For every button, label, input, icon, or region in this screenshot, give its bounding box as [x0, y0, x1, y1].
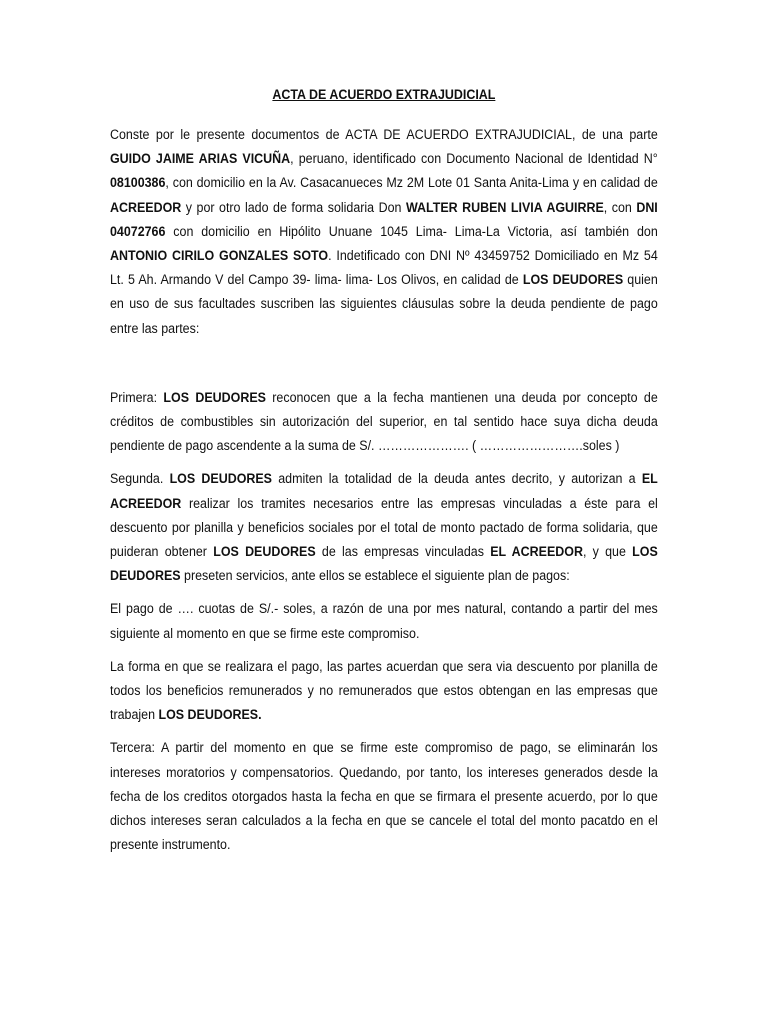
intro-paragraph — [110, 123, 658, 341]
intro-text: , con domicilio en la Av. Casacanueces Mz 2M Lote 01 Santa Anita-Lima y en calidad de — [165, 175, 658, 191]
debtors-label: LOS DEUDORES — [110, 544, 658, 584]
debtors-label: LOS DEUDORES — [169, 471, 272, 487]
creditor-name: GUIDO JAIME ARIAS VICUÑA — [110, 151, 291, 167]
creditor-role: ACREEDOR — [110, 199, 182, 215]
clause-tercera — [110, 736, 658, 857]
clause-text: , y que — [582, 544, 633, 560]
intro-text: quien en uso de sus facultades suscriben las siguientes cláusulas sobre la deuda pendiente de pago entre las partes: — [110, 272, 658, 336]
clause-text: Segunda. — [110, 471, 170, 487]
clause-segunda — [110, 467, 658, 588]
debtors-label: LOS DEUDORES — [213, 544, 316, 560]
clause-text: realizar los tramites necesarios entre las empresas vinculadas a éste para el descuento por planilla y beneficios sociales por el total de monto pactado de forma solidaria, que puideran obtener — [110, 495, 658, 560]
document-title: ACTA DE ACUERDO EXTRAJUDICIAL — [272, 87, 496, 102]
clause-text: La forma en que se realizara el pago, las partes acuerdan que sera via descuento por planilla de todos los beneficios remunerados y no remunerados que estos obtengan en las empresas que trabajen — [110, 658, 658, 723]
spacer — [110, 588, 658, 597]
clause-primera — [110, 386, 658, 459]
clause-text: admiten la totalidad de la deuda antes decrito, y autorizan a — [271, 471, 642, 487]
debtors-label: LOS DEUDORES. — [158, 707, 262, 723]
intro-text: . Indetificado con DNI Nº 43459752 Domiciliado en Mz 54 Lt. 5 Ah. Armando V del Campo 39- lima- lima- Los Olivos, en calidad de — [110, 248, 658, 288]
spacer — [110, 341, 658, 386]
spacer — [110, 458, 658, 467]
debtor-1-name: WALTER RUBEN LIVIA AGUIRRE — [405, 199, 604, 215]
debtor-1-dni: DNI 04072766 — [110, 199, 658, 239]
payment-paragraph — [110, 597, 658, 645]
creditor-label: EL ACREEDOR — [110, 471, 658, 511]
clause-text: Primera: — [110, 389, 164, 405]
intro-text: , con — [603, 199, 637, 215]
spacer — [110, 727, 658, 736]
intro-text: Conste por le presente documentos de ACTA DE ACUERDO EXTRAJUDICIAL, de una parte — [110, 127, 658, 142]
clause-text: de las empresas vinculadas — [315, 544, 491, 560]
debtors-role: LOS DEUDORES — [522, 272, 624, 288]
creditor-label: EL ACREEDOR — [490, 544, 583, 560]
spacer — [110, 646, 658, 655]
payment-method-paragraph — [110, 655, 658, 728]
document-page — [110, 84, 658, 857]
debtor-2-name: ANTONIO CIRILO GONZALES SOTO — [110, 248, 329, 264]
intro-text: con domicilio en Hipólito Unuane 1045 Lima- Lima-La Victoria, así también don — [165, 223, 658, 239]
intro-text: , peruano, identificado con Documento Nacional de Identidad N° — [290, 151, 658, 167]
clause-text: preseten servicios, ante ellos se establece el siguiente plan de pagos: — [180, 568, 570, 584]
clause-text: reconocen que a la fecha mantienen una deuda por concepto de créditos de combustibles sin autorización del superior, en tal sentido hace suya dicha deuda pendiente de pago ascendente a la suma de S/. …………………. ( …………………….soles ) — [110, 389, 658, 454]
intro-text: y por otro lado de forma solidaria Don — [181, 199, 406, 215]
creditor-dni: 08100386 — [110, 175, 166, 191]
clause-text: Tercera: A partir del momento en que se firme este compromiso de pago, se eliminarán los intereses moratorios y compensatorios. Quedando, por tanto, los intereses generados desde la fecha de los creditos otorgados hasta la fecha en que se firmara el presente acuerdo, por lo que dichos intereses seran calculados a la fecha en que se cancele el total del monto pacatdo en el presente instrumento. — [110, 740, 658, 853]
debtors-label: LOS DEUDORES — [163, 389, 266, 405]
clause-text: El pago de …. cuotas de S/.- soles, a razón de una por mes natural, contando a partir del mes siguiente al momento en que se firme este compromiso. — [110, 601, 658, 641]
